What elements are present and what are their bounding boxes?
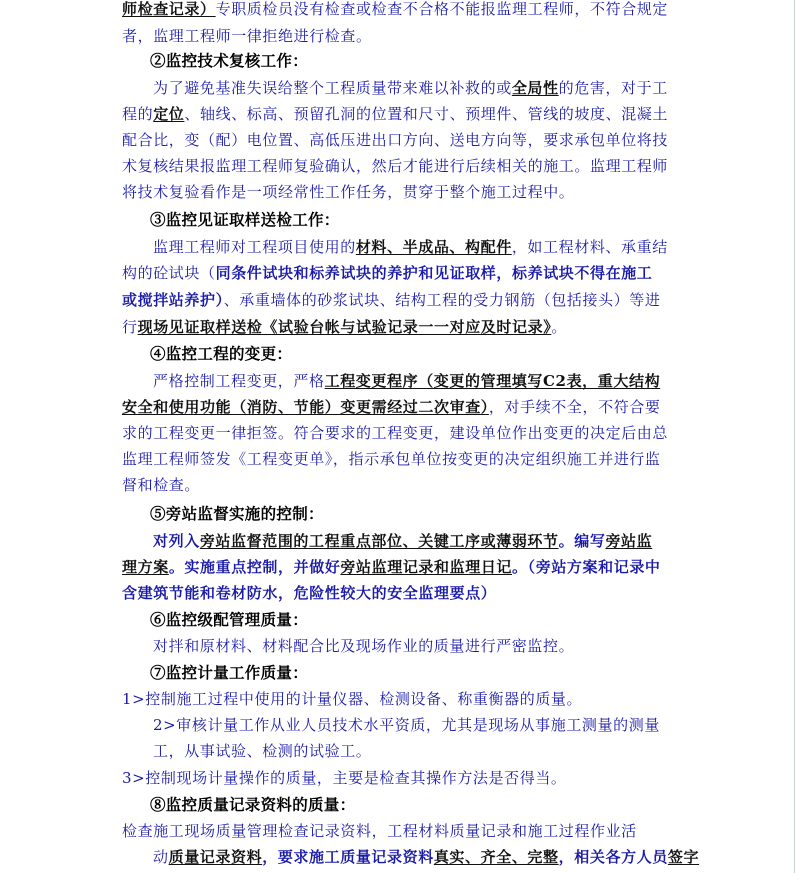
text-line [150,796,355,814]
text-run: 或搅拌站养护） [122,291,224,309]
text-run: 。实施重点控制，并做好 [168,558,341,576]
text-run: ，如工程材料、承重结 [511,238,668,256]
text-line [122,183,574,201]
text-run: 旁站监理记录和监理日记 [340,558,513,576]
text-run: 现场见证取样送检《试验台帐与试验记录一一对应及时记录》 [137,318,552,336]
text-run: 、承重墙体的砂浆试块、结构工程的受力钢筋（包括接头）等进 [223,291,661,309]
text-run: 全局性 [511,79,559,97]
text-run: 者，监理工程师一律拒绝进行检查。 [122,27,372,45]
text-run: 旁站监 [605,532,653,550]
text-run: 。 [551,318,567,336]
text-run: 为了避免基准失误给整个工程质量带来难以补救的或 [153,79,512,97]
text-run: 将技术复验看作是一项经常性工作任务，贯穿于整个施工过程中。 [122,183,575,201]
text-line [153,372,660,390]
text-line [122,690,582,708]
text-line [122,769,567,787]
text-line [122,822,637,840]
text-run: 行 [122,318,138,336]
section-heading: ⑥监控级配管理质量： [150,610,309,629]
text-line [153,79,668,97]
text-line [150,52,308,70]
text-line [122,0,668,18]
section-heading: ②监控技术复核工作： [150,51,309,70]
text-run: 专职质检员没有检查或检查不合格不能报监理工程师，不符合规定 [215,0,669,18]
text-run: 检查施工现场质量管理检查记录资料，工程材料质量记录和施工过程作业活 [122,822,637,840]
text-line [153,637,574,655]
text-run: 含建筑节能和卷材防水，危险性较大的安全监理要点） [122,584,497,602]
text-run: ，要求施工质量记录资料 [262,848,434,866]
text-line [153,716,660,734]
text-run: 安全和使用功能（消防、节能）变更需经过二次审查） [122,398,489,416]
text-run: 程的 [122,105,154,123]
text-line [122,157,668,175]
text-run: 动 [153,848,169,866]
section-heading: ④监控工程的变更： [150,344,293,363]
text-run: 、轴线、标高、预留孔洞的位置和尺寸、预埋件、管线的坡度、混凝土 [184,105,669,123]
text-line [122,584,496,602]
text-line [122,105,668,123]
text-run: 。编写 [558,532,606,550]
text-line [122,291,661,309]
text-line [150,664,308,682]
text-run: 监理工程师签发《工程变更单》，指示承包单位按变更的决定组织施工并进行监 [122,450,661,468]
text-run: 材料、半成品、构配件 [355,238,512,256]
text-run: 质量记录资料 [168,848,263,866]
text-run: 师检查记录） [122,0,216,18]
text-run: 严格控制工程变更，严格 [153,372,325,390]
text-line [122,27,372,45]
text-run: 。（旁站方案和记录中 [512,558,661,576]
text-run: 监理工程师对工程项目使用的 [153,238,356,256]
text-line [153,848,699,866]
text-line [122,264,652,282]
text-run: 旁站监督范围的工程重点部位、关键工序或薄弱环节 [199,532,559,550]
text-line [122,558,661,576]
text-run: 工，从事试验、检测的试验工。 [153,742,372,760]
section-heading: ③监控见证取样送检工作： [150,210,340,229]
text-run: 术复核结果报监理工程师复验确认，然后才能进行后续相关的施工。监理工程师 [122,157,669,175]
text-run: 签字 [667,848,700,866]
text-line [153,238,668,256]
text-line [122,398,661,416]
text-line [153,532,652,550]
text-run: ，对手续不全，不符合要 [488,398,661,416]
text-run: 求的工程变更一律拒签。符合要求的工程变更，建设单位作出变更的决定后由总 [122,424,669,442]
text-run: 1>控制施工过程中使用的计量仪器、检测设备、称重衡器的质量。 [122,690,583,708]
section-heading: ⑧监控质量记录资料的质量： [150,795,356,814]
text-run: 工程变更程序（变更的管理填写C2表，重大结构 [324,372,661,390]
text-run: 的危害，对于工 [558,79,668,97]
text-line [122,476,200,494]
text-run: 构的砼试块（ [122,264,216,282]
text-run: 对拌和原材料、材料配合比及现场作业的质量进行严密监控。 [153,637,575,655]
section-heading: ⑤旁站监督实施的控制： [150,504,324,523]
text-line [150,211,340,229]
text-line [122,450,661,468]
section-heading: ⑦监控计量工作质量： [150,663,309,682]
text-run: 督和检查。 [122,476,201,494]
text-line [150,611,308,629]
text-line [122,318,567,336]
text-run: 真实、齐全、完整 [433,848,559,866]
text-run: 定位 [153,105,185,123]
text-run: 3>控制现场计量操作的质量，主要是检查其操作方法是否得当。 [122,769,567,787]
text-line [122,131,668,149]
text-line [150,505,324,523]
text-line [150,345,292,363]
text-run: ，相关各方人员 [558,848,668,866]
text-run: 理方案 [122,558,169,576]
text-run: 配合比，变（配）电位置、高低压进出口方向、送电方向等，要求承包单位将技 [122,131,669,149]
text-run: 对列入 [153,532,200,550]
text-line [153,742,371,760]
text-run: 同条件试块和标养试块的养护和见证取样，标养试块不得在施工 [215,264,653,282]
text-run: 2>审核计量工作从业人员技术水平资质，尤其是现场从事施工测量的测量 [153,716,660,734]
text-line [122,424,668,442]
